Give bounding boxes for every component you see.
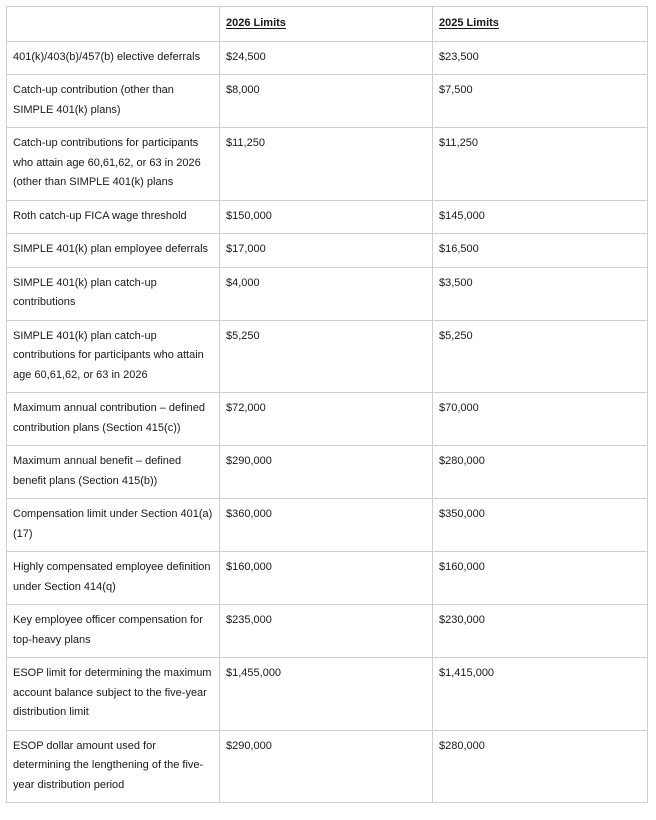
row-limit-2026: $11,250 [220, 128, 433, 201]
row-limit-2025: $70,000 [433, 393, 648, 446]
row-label: ESOP limit for determining the maximum account balance subject to the five-year distribution limit [7, 658, 220, 731]
table-row [7, 41, 648, 75]
row-limit-2025: $11,250 [433, 128, 648, 201]
contribution-limits-table [6, 6, 648, 803]
table-row [7, 200, 648, 234]
table-row [7, 499, 648, 552]
row-label: 401(k)/403(b)/457(b) elective deferrals [7, 41, 220, 75]
table-row [7, 267, 648, 320]
row-limit-2026: $235,000 [220, 605, 433, 658]
row-limit-2025: $5,250 [433, 320, 648, 393]
header-2025-limits: 2025 Limits [439, 17, 499, 29]
row-label: SIMPLE 401(k) plan employee deferrals [7, 234, 220, 268]
header-cell-2025 [433, 7, 648, 42]
row-limit-2026: $24,500 [220, 41, 433, 75]
row-limit-2025: $23,500 [433, 41, 648, 75]
row-limit-2026: $360,000 [220, 499, 433, 552]
row-limit-2026: $290,000 [220, 730, 433, 803]
row-label: Catch-up contributions for participants who attain age 60,61,62, or 63 in 2026 (other than SIMPLE 401(k) plans [7, 128, 220, 201]
row-label: Roth catch-up FICA wage threshold [7, 200, 220, 234]
table-row [7, 75, 648, 128]
table-row [7, 552, 648, 605]
table-row [7, 658, 648, 731]
row-limit-2026: $5,250 [220, 320, 433, 393]
row-label: Highly compensated employee definition under Section 414(q) [7, 552, 220, 605]
row-label: ESOP dollar amount used for determining the lengthening of the five-year distribution period [7, 730, 220, 803]
row-limit-2026: $1,455,000 [220, 658, 433, 731]
table-header-row [7, 7, 648, 42]
row-limit-2025: $230,000 [433, 605, 648, 658]
table-row [7, 234, 648, 268]
row-label: SIMPLE 401(k) plan catch-up contributions for participants who attain age 60,61,62, or 63 in 2026 [7, 320, 220, 393]
row-limit-2025: $350,000 [433, 499, 648, 552]
row-limit-2026: $160,000 [220, 552, 433, 605]
row-limit-2025: $145,000 [433, 200, 648, 234]
row-limit-2025: $16,500 [433, 234, 648, 268]
header-cell-label [7, 7, 220, 42]
row-limit-2025: $7,500 [433, 75, 648, 128]
row-limit-2025: $280,000 [433, 730, 648, 803]
row-limit-2026: $17,000 [220, 234, 433, 268]
row-label: Maximum annual benefit – defined benefit plans (Section 415(b)) [7, 446, 220, 499]
row-limit-2026: $150,000 [220, 200, 433, 234]
table-row [7, 128, 648, 201]
row-limit-2025: $160,000 [433, 552, 648, 605]
table-row [7, 446, 648, 499]
row-limit-2026: $290,000 [220, 446, 433, 499]
row-limit-2025: $280,000 [433, 446, 648, 499]
row-label: SIMPLE 401(k) plan catch-up contributions [7, 267, 220, 320]
header-2026-limits: 2026 Limits [226, 17, 286, 29]
row-label: Maximum annual contribution – defined contribution plans (Section 415(c)) [7, 393, 220, 446]
row-limit-2025: $3,500 [433, 267, 648, 320]
row-limit-2026: $8,000 [220, 75, 433, 128]
row-label: Catch-up contribution (other than SIMPLE 401(k) plans) [7, 75, 220, 128]
row-label: Key employee officer compensation for top-heavy plans [7, 605, 220, 658]
header-cell-2026 [220, 7, 433, 42]
row-label: Compensation limit under Section 401(a)(17) [7, 499, 220, 552]
table-row [7, 320, 648, 393]
row-limit-2026: $72,000 [220, 393, 433, 446]
table-row [7, 730, 648, 803]
row-limit-2026: $4,000 [220, 267, 433, 320]
table-row [7, 605, 648, 658]
table-row [7, 393, 648, 446]
row-limit-2025: $1,415,000 [433, 658, 648, 731]
